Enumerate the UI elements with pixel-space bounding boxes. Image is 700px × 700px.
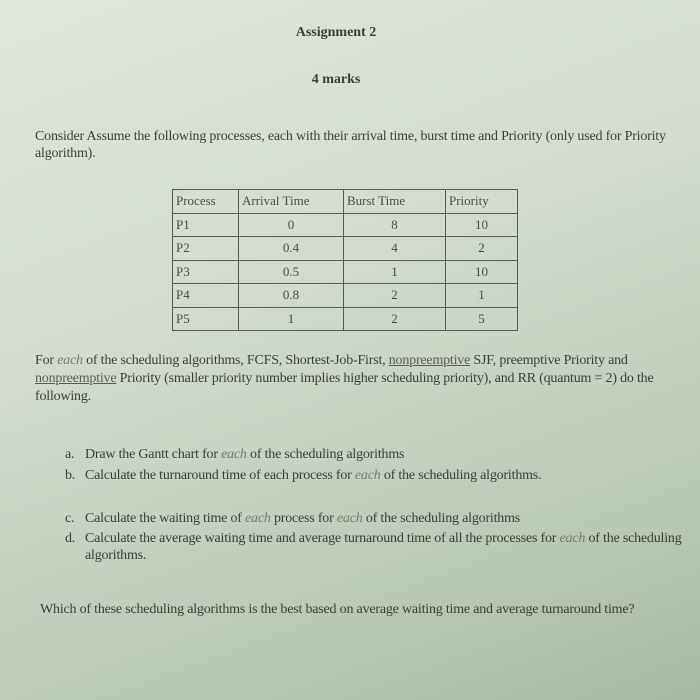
cell-process: P1 bbox=[173, 213, 239, 237]
cell-priority: 10 bbox=[446, 213, 518, 237]
cell-priority: 2 bbox=[446, 237, 518, 261]
text: of the scheduling algorithms. bbox=[85, 531, 682, 563]
cell-burst: 4 bbox=[344, 237, 446, 261]
list-marker: a. bbox=[65, 447, 75, 462]
process-table bbox=[172, 189, 518, 331]
cell-arrival: 1 bbox=[239, 307, 344, 331]
text: nonpreemptive bbox=[35, 371, 117, 386]
table-row bbox=[173, 284, 518, 308]
cell-arrival: 0.4 bbox=[239, 237, 344, 261]
table-row bbox=[173, 260, 518, 284]
text: of the scheduling algorithms bbox=[246, 447, 405, 462]
header-arrival-time: Arrival Time bbox=[239, 190, 344, 214]
text: process for bbox=[270, 511, 337, 526]
cell-burst: 2 bbox=[344, 284, 446, 308]
table-row bbox=[173, 213, 518, 237]
text: Calculate the waiting time of bbox=[85, 511, 246, 526]
instructions-paragraph bbox=[35, 352, 675, 406]
header-priority: Priority bbox=[446, 190, 518, 214]
task-item-c bbox=[65, 510, 685, 527]
header-burst-time: Burst Time bbox=[344, 190, 446, 214]
task-item-d bbox=[65, 530, 685, 564]
text: nonpreemptive bbox=[388, 353, 471, 368]
text: each bbox=[336, 511, 363, 526]
task-item-b bbox=[65, 467, 605, 484]
cell-process: P2 bbox=[173, 237, 239, 261]
assignment-title: Assignment 2 bbox=[295, 25, 377, 40]
table-header-row bbox=[173, 190, 518, 214]
text: each bbox=[221, 447, 247, 462]
cell-priority: 5 bbox=[446, 307, 518, 331]
text: SJF, preemptive Priority and bbox=[470, 353, 628, 368]
text: For bbox=[35, 353, 58, 368]
cell-priority: 10 bbox=[446, 260, 518, 284]
text: each bbox=[245, 511, 271, 526]
cell-process: P4 bbox=[173, 284, 239, 308]
text: each bbox=[354, 468, 381, 483]
list-marker: b. bbox=[65, 468, 76, 483]
cell-burst: 2 bbox=[344, 307, 446, 331]
text: each bbox=[559, 531, 586, 546]
text: Draw the Gantt chart for bbox=[85, 447, 222, 462]
text: of the scheduling algorithms. bbox=[380, 468, 542, 483]
text: of the scheduling algorithms, FCFS, Shortest-Job-First, bbox=[82, 353, 389, 368]
intro-line-2: Priority (only used for Priority algorithm). bbox=[35, 129, 666, 161]
cell-arrival: 0 bbox=[239, 213, 344, 237]
final-question: Which of these scheduling algorithms is the best based on average waiting time and average turnaround time? bbox=[40, 602, 635, 617]
text: of the scheduling algorithms bbox=[362, 511, 521, 526]
cell-arrival: 0.5 bbox=[239, 260, 344, 284]
marks-label: 4 marks bbox=[311, 72, 361, 87]
list-marker: d. bbox=[65, 531, 76, 546]
text: Calculate the average waiting time and average turnaround time of all the processes for bbox=[85, 531, 560, 546]
table-row bbox=[173, 237, 518, 261]
text: each bbox=[57, 353, 83, 368]
list-marker: c. bbox=[65, 511, 75, 526]
cell-priority: 1 bbox=[446, 284, 518, 308]
text: Priority (smaller priority number implies higher scheduling priority), and RR (quantum = 2) do the following. bbox=[35, 371, 654, 404]
task-item-a bbox=[65, 446, 685, 463]
intro-line-1: Consider Assume the following processes, each with their arrival time, burst time and bbox=[35, 129, 498, 144]
cell-process: P5 bbox=[173, 307, 239, 331]
cell-process: P3 bbox=[173, 260, 239, 284]
table-row bbox=[173, 307, 518, 331]
cell-burst: 8 bbox=[344, 213, 446, 237]
cell-burst: 1 bbox=[344, 260, 446, 284]
header-process: Process bbox=[173, 190, 239, 214]
intro-paragraph bbox=[35, 128, 675, 162]
cell-arrival: 0.8 bbox=[239, 284, 344, 308]
text: Calculate the turnaround time of each process for bbox=[85, 468, 355, 483]
